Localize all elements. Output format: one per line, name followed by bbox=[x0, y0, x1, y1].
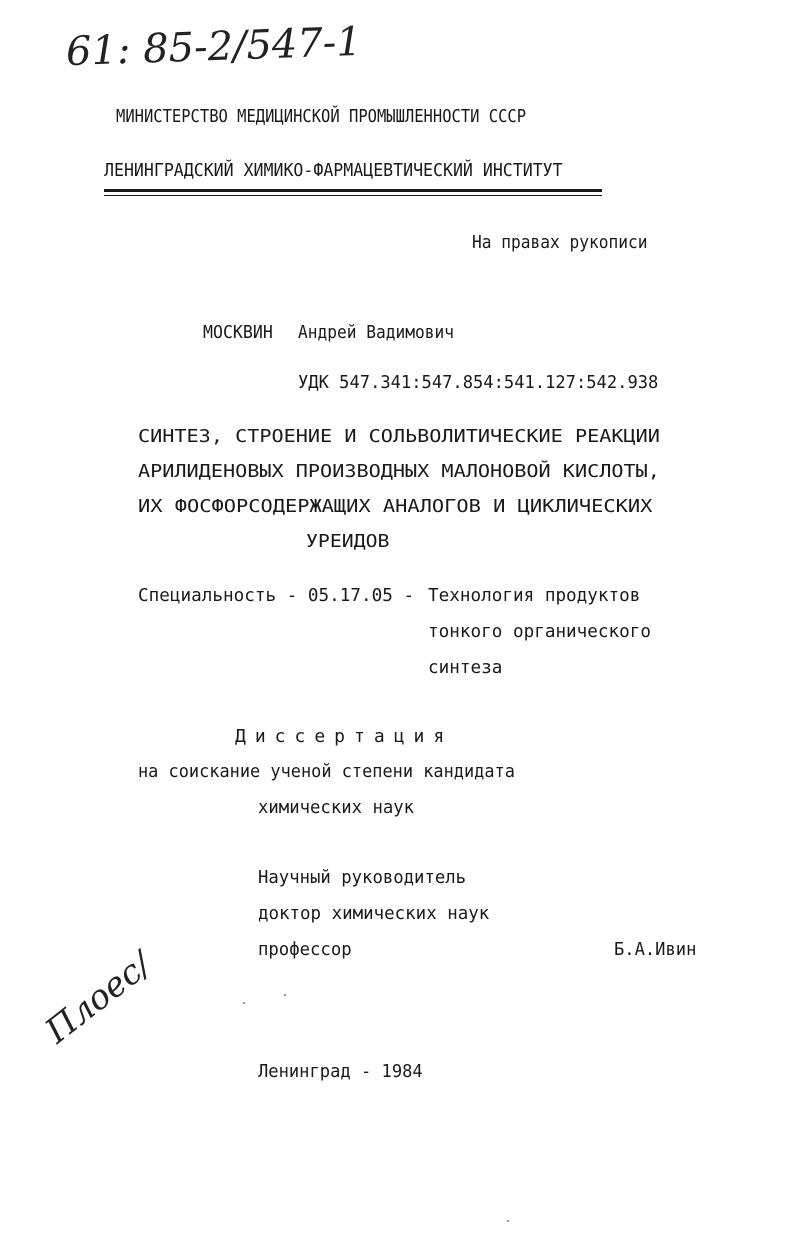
header-divider-thin bbox=[104, 195, 602, 196]
ministry-heading: МИНИСТЕРСТВО МЕДИЦИНСКОЙ ПРОМЫШЛЕННОСТИ СССР bbox=[116, 106, 527, 127]
specialty-name-line-2: тонкого органического bbox=[428, 621, 652, 642]
specialty-label: Специальность - 05.17.05 - bbox=[138, 585, 415, 606]
thesis-title-line-3: ИХ ФОСФОРСОДЕРЖАЩИХ АНАЛОГОВ И ЦИКЛИЧЕСКИХ bbox=[138, 496, 653, 517]
supervisor-role: Научный руководитель bbox=[258, 867, 467, 888]
supervisor-title: профессор bbox=[258, 939, 352, 960]
specialty-name-line-1: Технология продуктов bbox=[428, 585, 641, 606]
specialty-name-line-3: синтеза bbox=[428, 657, 503, 678]
thesis-title-line-4: УРЕИДОВ bbox=[306, 531, 390, 552]
paper-speck bbox=[507, 1220, 509, 1222]
thesis-title-line-2: АРИЛИДЕНОВЫХ ПРОИЗВОДНЫХ МАЛОНОВОЙ КИСЛОТЫ, bbox=[138, 461, 660, 482]
handwritten-archive-code: 61: 85-2/547-1 bbox=[65, 18, 363, 76]
manuscript-note: На правах рукописи bbox=[472, 232, 648, 253]
udc-code: УДК 547.341:547.854:541.127:542.938 bbox=[298, 372, 659, 393]
handwritten-margin-note: Плоес/ bbox=[38, 944, 160, 1052]
header-divider-thick bbox=[104, 189, 602, 192]
place-and-year: Ленинград - 1984 bbox=[258, 1061, 423, 1082]
supervisor-name: Б.А.Ивин bbox=[614, 939, 697, 960]
supervisor-degree: доктор химических наук bbox=[258, 903, 490, 924]
institute-heading: ЛЕНИНГРАДСКИЙ ХИМИКО-ФАРМАЦЕВТИЧЕСКИЙ ИНСТИТУТ bbox=[104, 160, 563, 181]
thesis-title-line-1: СИНТЕЗ, СТРОЕНИЕ И СОЛЬВОЛИТИЧЕСКИЕ РЕАКЦИИ bbox=[138, 426, 660, 447]
degree-line-1: на соискание ученой степени кандидата bbox=[138, 761, 515, 782]
paper-speck bbox=[243, 1002, 245, 1004]
author-given-names: Андрей Вадимович bbox=[298, 322, 455, 343]
author-surname: МОСКВИН bbox=[203, 322, 273, 343]
degree-line-2: химических наук bbox=[258, 797, 415, 818]
paper-speck bbox=[284, 994, 286, 996]
document-type: Диссертация bbox=[235, 726, 454, 747]
